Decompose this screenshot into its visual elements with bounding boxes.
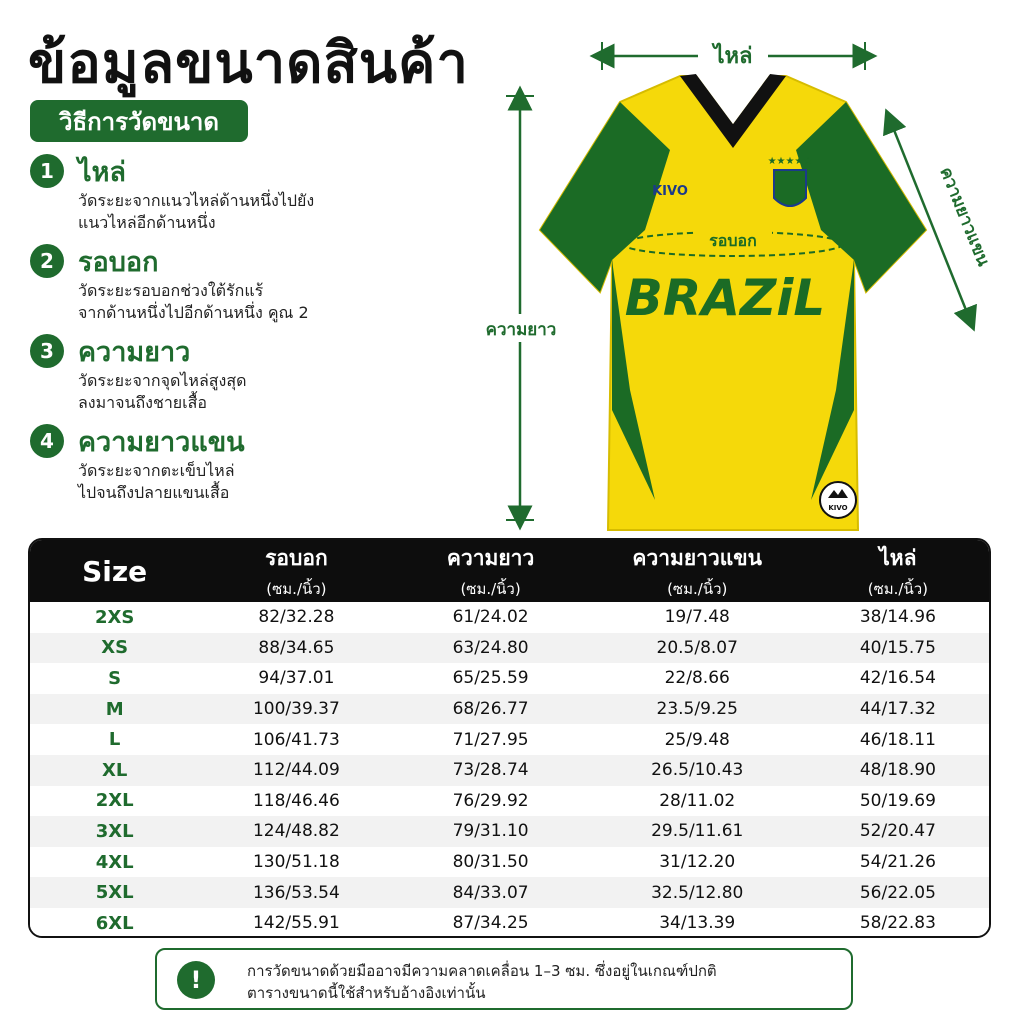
step-number: 3 xyxy=(30,334,64,368)
table-row: XS 88/34.65 63/24.80 20.5/8.07 40/15.75 xyxy=(30,633,989,664)
table-row: 2XL 118/46.46 76/29.92 28/11.02 50/19.69 xyxy=(30,786,989,817)
header-length: ความยาว (ซม./นิ้ว) xyxy=(446,545,535,598)
header-chest: รอบอก (ซม./นิ้ว) xyxy=(265,545,328,598)
jersey-text: BRAZiL xyxy=(624,269,826,327)
table-row: XL 112/44.09 73/28.74 26.5/10.43 48/18.90 xyxy=(30,755,989,786)
step-title: รอบอก xyxy=(78,247,159,278)
step-length xyxy=(30,330,450,420)
bottom-brand-badge xyxy=(820,482,856,518)
table-header xyxy=(30,540,989,602)
page-title: ข้อมูลขนาดสินค้า xyxy=(28,31,469,96)
table-row: L 106/41.73 71/27.95 25/9.48 46/18.11 xyxy=(30,724,989,755)
shirt-diagram xyxy=(470,30,1010,540)
header-sleeve: ความยาวแขน (ซม./นิ้ว) xyxy=(632,545,763,598)
header-size: Size xyxy=(82,554,148,588)
shoulder-label: ไหล่ xyxy=(713,44,753,69)
measure-steps xyxy=(30,150,450,510)
measure-method-badge: วิธีการวัดขนาด xyxy=(30,100,248,142)
step-number: 1 xyxy=(30,154,64,188)
step-description: วัดระยะจากแนวไหล่ด้านหนึ่งไปยัง แนวไหล่อีกด้านหนึ่ง xyxy=(78,191,315,232)
brand-logo: KIVO xyxy=(652,184,688,199)
header-shoulder: ไหล่ (ซม./นิ้ว) xyxy=(867,545,929,598)
measurement-note xyxy=(155,948,853,1010)
table-row: 5XL 136/53.54 84/33.07 32.5/12.80 56/22.05 xyxy=(30,877,989,908)
sleeve-label: ความยาวแขน xyxy=(935,164,994,270)
step-title: ความยาวแขน xyxy=(78,427,245,458)
table-row: 2XS 82/32.28 61/24.02 19/7.48 38/14.96 xyxy=(30,602,989,633)
table-body xyxy=(30,602,989,938)
table-row: S 94/37.01 65/25.59 22/8.66 42/16.54 xyxy=(30,663,989,694)
step-description: วัดระยะรอบอกช่วงใต้รักแร้ จากด้านหนึ่งไปอีกด้านหนึ่ง คูณ 2 xyxy=(78,281,309,322)
jersey-illustration xyxy=(470,30,1010,540)
table-row: 4XL 130/51.18 80/31.50 31/12.20 54/21.26 xyxy=(30,847,989,878)
step-title: ไหล่ xyxy=(78,157,126,188)
size-table xyxy=(28,538,991,938)
note-text: การวัดขนาดด้วยมืออาจมีความคลาดเคลื่อน 1–3 ซม. ซึ่งอยู่ในเกณฑ์ปกติ ตารางขนาดนี้ใช้สำหรับอ้างอิงเท่านั้น xyxy=(247,962,717,1002)
table-row: 6XL 142/55.91 87/34.25 34/13.39 58/22.83 xyxy=(30,908,989,938)
crest-icon xyxy=(774,170,806,206)
step-number: 4 xyxy=(30,424,64,458)
step-description: วัดระยะจากจุดไหล่สูงสุด ลงมาจนถึงชายเสื้อ xyxy=(78,371,247,412)
svg-text:KIVO: KIVO xyxy=(828,504,848,512)
step-number: 2 xyxy=(30,244,64,278)
step-chest xyxy=(30,240,450,330)
chest-label: รอบอก xyxy=(709,231,757,250)
stars-icon: ★★★★★ xyxy=(767,156,813,167)
length-label: ความยาว xyxy=(485,320,557,340)
step-title: ความยาว xyxy=(78,337,191,368)
step-sleeve xyxy=(30,420,450,510)
step-shoulder xyxy=(30,150,450,240)
table-row: 3XL 124/48.82 79/31.10 29.5/11.61 52/20.47 xyxy=(30,816,989,847)
exclamation-icon: ! xyxy=(177,961,215,999)
step-description: วัดระยะจากตะเข็บไหล่ ไปจนถึงปลายแขนเสื้อ xyxy=(78,461,235,502)
table-row: M 100/39.37 68/26.77 23.5/9.25 44/17.32 xyxy=(30,694,989,725)
